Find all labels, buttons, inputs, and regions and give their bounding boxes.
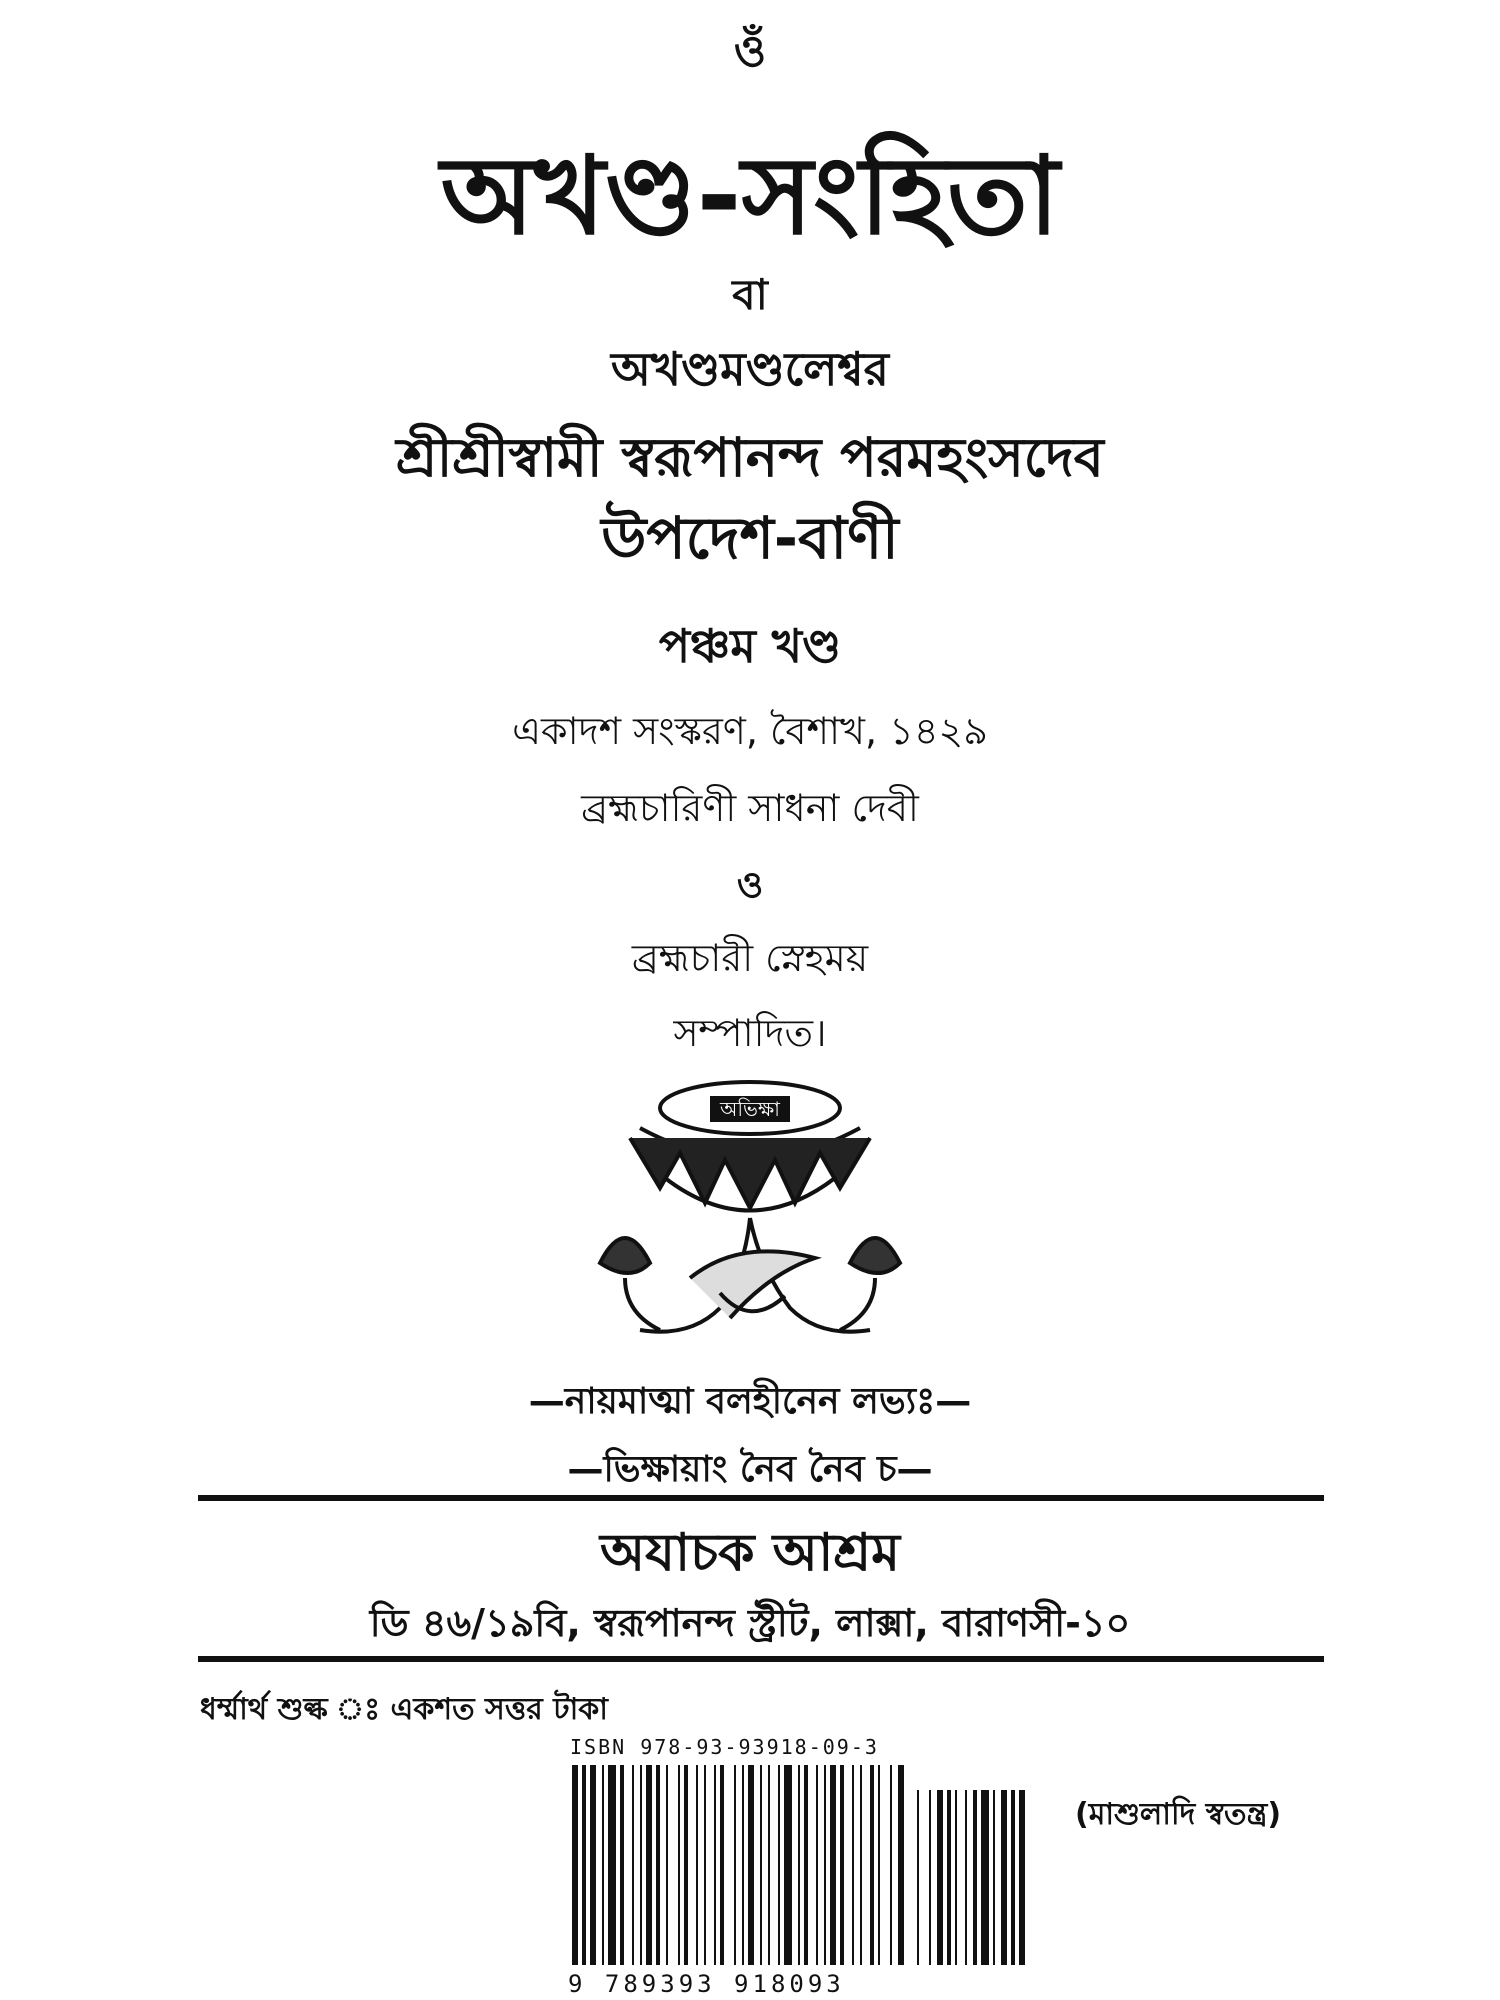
subtitle-line-3: উপদেশ-বাণী <box>601 504 899 572</box>
om-symbol: ওঁ <box>733 26 767 77</box>
edited-label: সম্পাদিত। <box>673 1011 827 1055</box>
barcode-addon <box>915 1790 1025 1990</box>
subtitle-line-2: শ্রীশ্রীস্বামী স্বরূপানন্দ পরমহংসদেব <box>396 426 1104 489</box>
price-line: ধর্ম্মার্থ শুল্ক ঃ একশত সত্তর টাকা <box>200 1692 608 1727</box>
divider-bottom <box>198 1656 1324 1662</box>
editor-2: ব্রহ্মচারী স্নেহময় <box>631 936 869 980</box>
lotus-emblem <box>570 1068 930 1348</box>
sanskrit-quote-1: —নায়মাত্মা বলহীনেন লভ্যঃ— <box>528 1381 972 1422</box>
divider-top <box>198 1495 1324 1501</box>
barcode <box>570 1765 910 1995</box>
volume-label: পঞ্চম খণ্ড <box>658 619 842 673</box>
isbn-label: ISBN 978-93-93918-09-3 <box>570 1735 879 1759</box>
publisher-name: অযাচক আশ্রম <box>600 1523 900 1583</box>
editor-1: ব্রহ্মচারিণী সাধনা দেবী <box>581 786 919 830</box>
subtitle-line-1: অখণ্ডমণ্ডলেশ্বর <box>611 342 889 396</box>
editor-conjunction: ও <box>736 865 764 906</box>
book-title: অখণ্ড-সংহিতা <box>440 134 1060 259</box>
publisher-address: ডি ৪৬/১৯বি, স্বরূপানন্দ স্ট্রীট, লাক্সা, বারাণসী-১০ <box>369 1601 1131 1645</box>
barcode-digits: 9 789393 918093 <box>568 1970 845 1998</box>
postage-note: (মাশুলাদি স্বতন্ত্র) <box>1075 1797 1282 1832</box>
sanskrit-quote-2: —ভিক্ষায়াং নৈব নৈব চ— <box>567 1449 933 1490</box>
title-conjunction: বা <box>732 270 768 319</box>
emblem-label: অভিক্ষা <box>720 1097 780 1121</box>
edition-line: একাদশ সংস্করণ, বৈশাখ, ১৪২৯ <box>512 709 988 753</box>
